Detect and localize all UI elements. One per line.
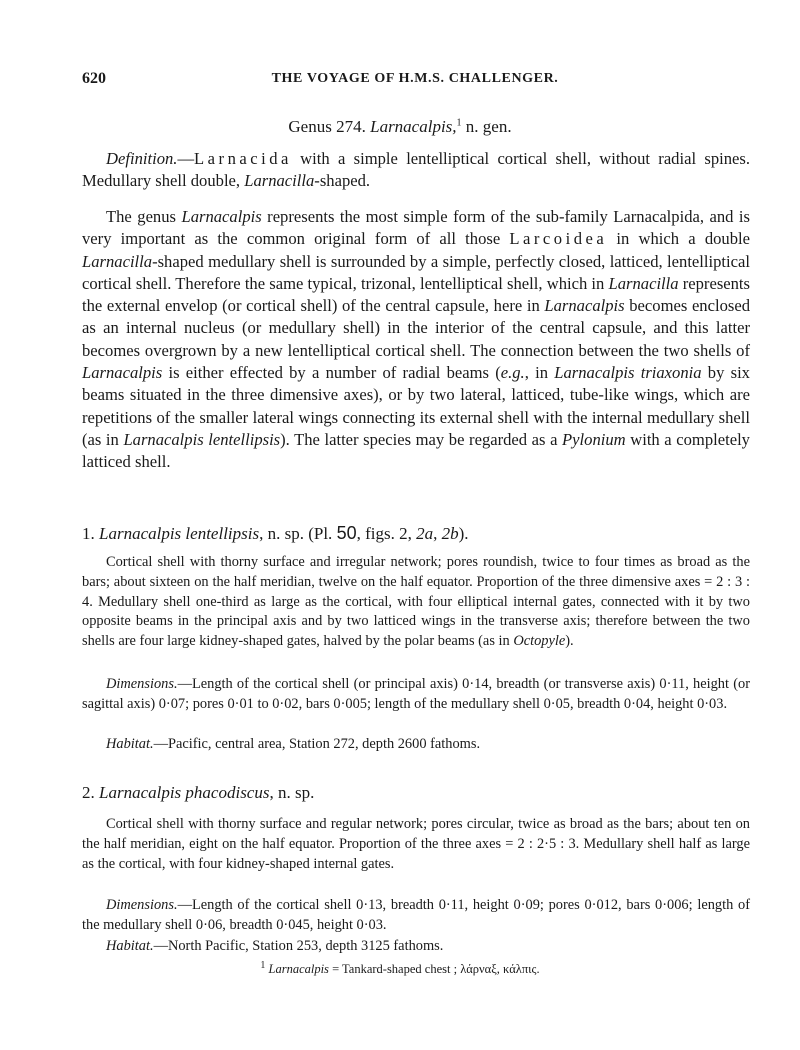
species-2-dimensions: Dimensions.—Length of the cortical shell 0·13, breadth 0·11, height 0·09; pores 0·012, bars 0·006; length of the medullary shell 0·06, breadth 0·045, height 0·03. [82, 897, 750, 933]
species-1-habitat: Habitat.—Pacific, central area, Station 272, depth 2600 fathoms. [106, 736, 481, 752]
definition-paragraph: Definition.—Larnacida with a simple lentelliptical cortical shell, without radial spines. Medullary shell double, Larnacilla-shaped. [82, 149, 750, 191]
species-1-heading: 1. Larnacalpis lentellipsis, n. sp. (Pl. 50, figs. 2, 2a, 2b). [82, 523, 469, 543]
family-name: Larnacida [194, 149, 292, 168]
page-header [82, 70, 748, 94]
species-1-dimensions: Dimensions.—Length of the cortical shell (or principal axis) 0·14, breadth (or transverse axis) 0·11, height (or sagittal axis) 0·07; pores 0·01 to 0·02, bars 0·005; length of the medullary shell 0·05, breadth 0·04, height 0·03. [82, 676, 750, 712]
species-1-description: Cortical shell with thorny surface and irregular network; pores roundish, twice to four times as broad as the bars; about sixteen on the half meridian, twelve on the half equator. Proportion of the three dimensive axes = 2 : 3 : 4. Medullary shell one-third as large as the cortical, with four elliptical internal gates, connected with it by two opposite beams in the principal axis and by two latticed wings in the transverse axis; therefore between the two shells are four large kidney-shaped gates, halved by the polar beams (as in Octopyle). [82, 554, 750, 650]
footnote: $^1$ Larnacalpis = Tankard-shaped chest ; λάρναξ, κάλπις. [260, 960, 540, 977]
genus-description-paragraph: The genus Larnacalpis represents the most simple form of the sub-family Larnacalpida, and is very important as the common original form of all those Larcoidea in which a double Larnacilla-shaped medullary shell is surrounded by a simple, perfectly closed, latticed, lentelliptical cortical shell. Therefore the same typical, trizonal, lentelliptical shell, which in Larnacilla represents the external envelop (or cortical shell) of the central capsule, here in Larnacalpis becomes enclosed as an internal nucleus (or medullary shell) in the interior of the central capsule, and this latter becomes overgrown by a new lentelliptical cortical shell. The connection between the two shells of Larnacalpis is either effected by a number of radial beams (e.g., in Larnacalpis triaxonia by six beams situated in the three dimensive axes), or by two lateral, latticed, tube-like wings, which are repetitions of the smaller lateral wings connecting its external shell with the internal medullary shell (as in Larnacalpis lentellipsis). The latter species may be regarded as a Pylonium with a completely latticed shell. [82, 207, 751, 472]
genus-suffix: n. gen. [461, 117, 512, 136]
habitat-label: Habitat. [106, 736, 154, 752]
species-2-description: Cortical shell with thorny surface and regular network; pores circular, twice as broad as the bars; about ten on the half meridian, eight on the half equator. Proportion of the three axes = 2 : 2·5 : 3. Medullary shell half as large as the cortical, with four kidney-shaped internal gates. [82, 816, 750, 872]
running-title: THE VOYAGE OF H.M.S. CHALLENGER. [271, 71, 559, 86]
footnote-mark: 1 [456, 117, 462, 129]
species-2-name: Larnacalpis phacodiscus [99, 783, 270, 802]
dimensions-label: Dimensions. [106, 676, 178, 692]
genus-prefix: Genus 274. [288, 117, 371, 136]
species-2-heading: 2. Larnacalpis phacodiscus, n. sp. [82, 783, 315, 802]
habitat-label: Habitat. [106, 938, 154, 954]
genus-name: Larnacalpis, [370, 117, 457, 136]
species-1-name: Larnacalpis lentellipsis [99, 524, 260, 543]
definition-label: Definition. [106, 149, 178, 168]
page-number: 620 [82, 70, 106, 87]
order-name: Larcoidea [509, 229, 608, 249]
dimensions-label: Dimensions. [106, 897, 178, 913]
plate-number: 50 [336, 523, 357, 543]
species-2-habitat: Habitat.—North Pacific, Station 253, depth 3125 fathoms. [106, 938, 444, 954]
genus-heading [0, 117, 800, 137]
